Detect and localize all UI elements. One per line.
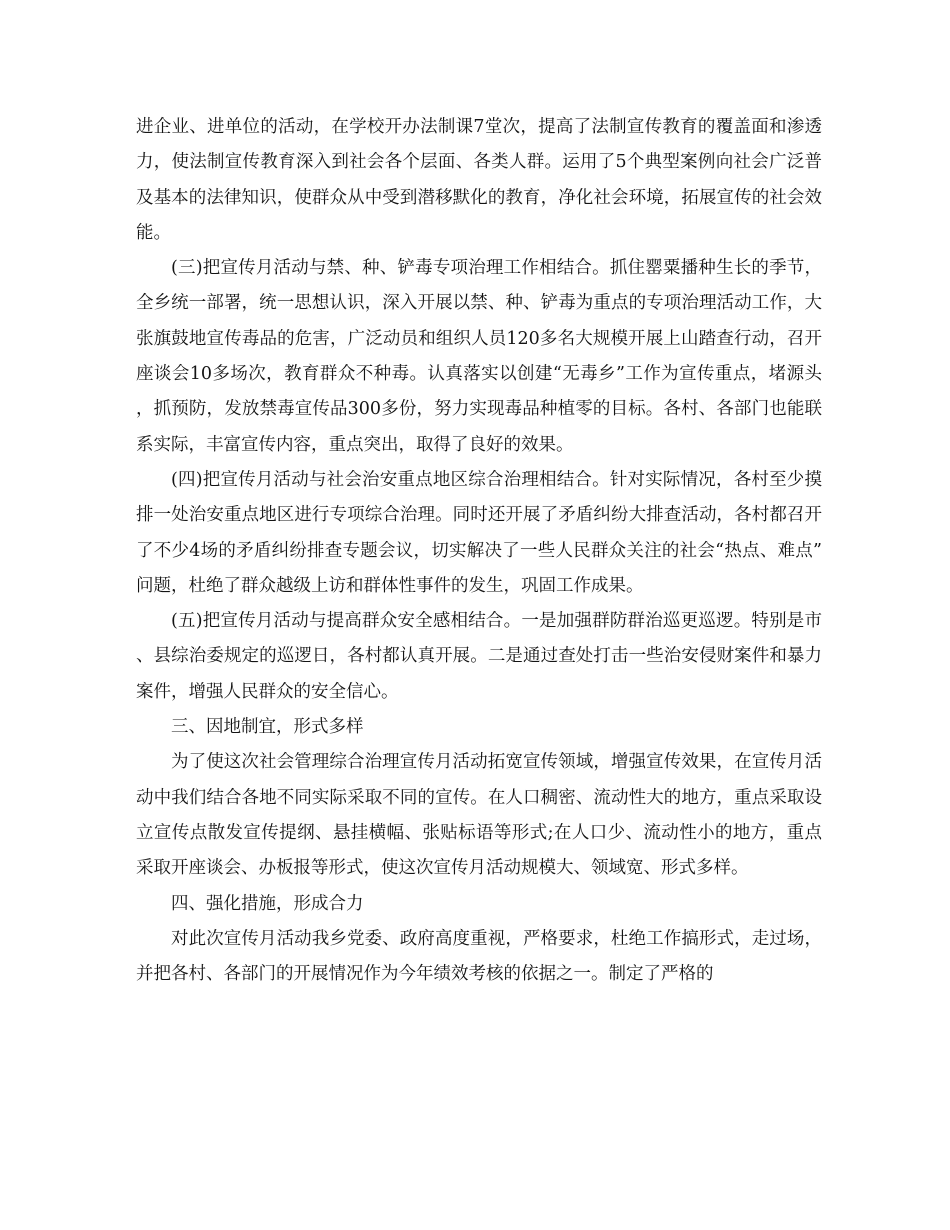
section-heading-4: 四、强化措施，形成合力 (171, 893, 364, 914)
section-heading-3: 三、因地制宜，形式多样 (171, 717, 364, 738)
paragraph-continuation: 进企业、进单位的活动，在学校开办法制课7堂次，提高了法制宣传教育的覆盖面和渗透力，使法制宣传教育深入到社会各个层面、各类人群。运用了5个典型案例向社会广泛普及基本的法律知识，使群众从中受到潜移默化的教育，净化社会环境，拓展宣传的社会效能。 (136, 117, 822, 243)
document-body (136, 110, 822, 992)
paragraph-safety: (五)把宣传月活动与提高群众安全感相结合。一是加强群防群治巡更巡逻。特别是市、县综治委规定的巡逻日，各村都认真开展。二是通过查处打击一些治安侵财案件和暴力案件，增强人民群众的安全信心。 (136, 611, 822, 702)
paragraph-diverse-forms: 为了使这次社会管理综合治理宣传月活动拓宽宣传领域，增强宣传效果，在宣传月活动中我们结合各地不同实际采取不同的宣传。在人口稠密、流动性大的地方，重点采取设立宣传点散发宣传提纲、悬挂横幅、张贴标语等形式;在人口少、流动性小的地方，重点采取开座谈会、办板报等形式，使这次宣传月活动规模大、领域宽、形式多样。 (136, 752, 822, 879)
paragraph-measures: 对此次宣传月活动我乡党委、政府高度重视，严格要求，杜绝工作搞形式，走过场，并把各村、各部门的开展情况作为今年绩效考核的依据之一。制定了严格的 (136, 928, 822, 985)
paragraph-anti-drug: (三)把宣传月活动与禁、种、铲毒专项治理工作相结合。抓住罂粟播种生长的季节，全乡统一部署，统一思想认识，深入开展以禁、种、铲毒为重点的专项治理活动工作，大张旗鼓地宣传毒品的危害，广泛动员和组织人员120多名大规模开展上山踏查行动，召开座谈会10多场次，教育群众不种毒。认真落实以创建“无毒乡”工作为宣传重点，堵源头，抓预防，发放禁毒宣传品300多份，努力实现毒品种植零的目标。各村、各部门也能联系实际，丰富宣传内容，重点突出，取得了良好的效果。 (136, 258, 822, 455)
paragraph-public-security: (四)把宣传月活动与社会治安重点地区综合治理相结合。针对实际情况，各村至少摸排一处治安重点地区进行专项综合治理。同时还开展了矛盾纠纷大排查活动，各村都召开了不少4场的矛盾纠纷排查专题会议，切实解决了一些人民群众关注的社会“热点、难点”问题，杜绝了群众越级上访和群体性事件的发生，巩固工作成果。 (136, 469, 822, 596)
